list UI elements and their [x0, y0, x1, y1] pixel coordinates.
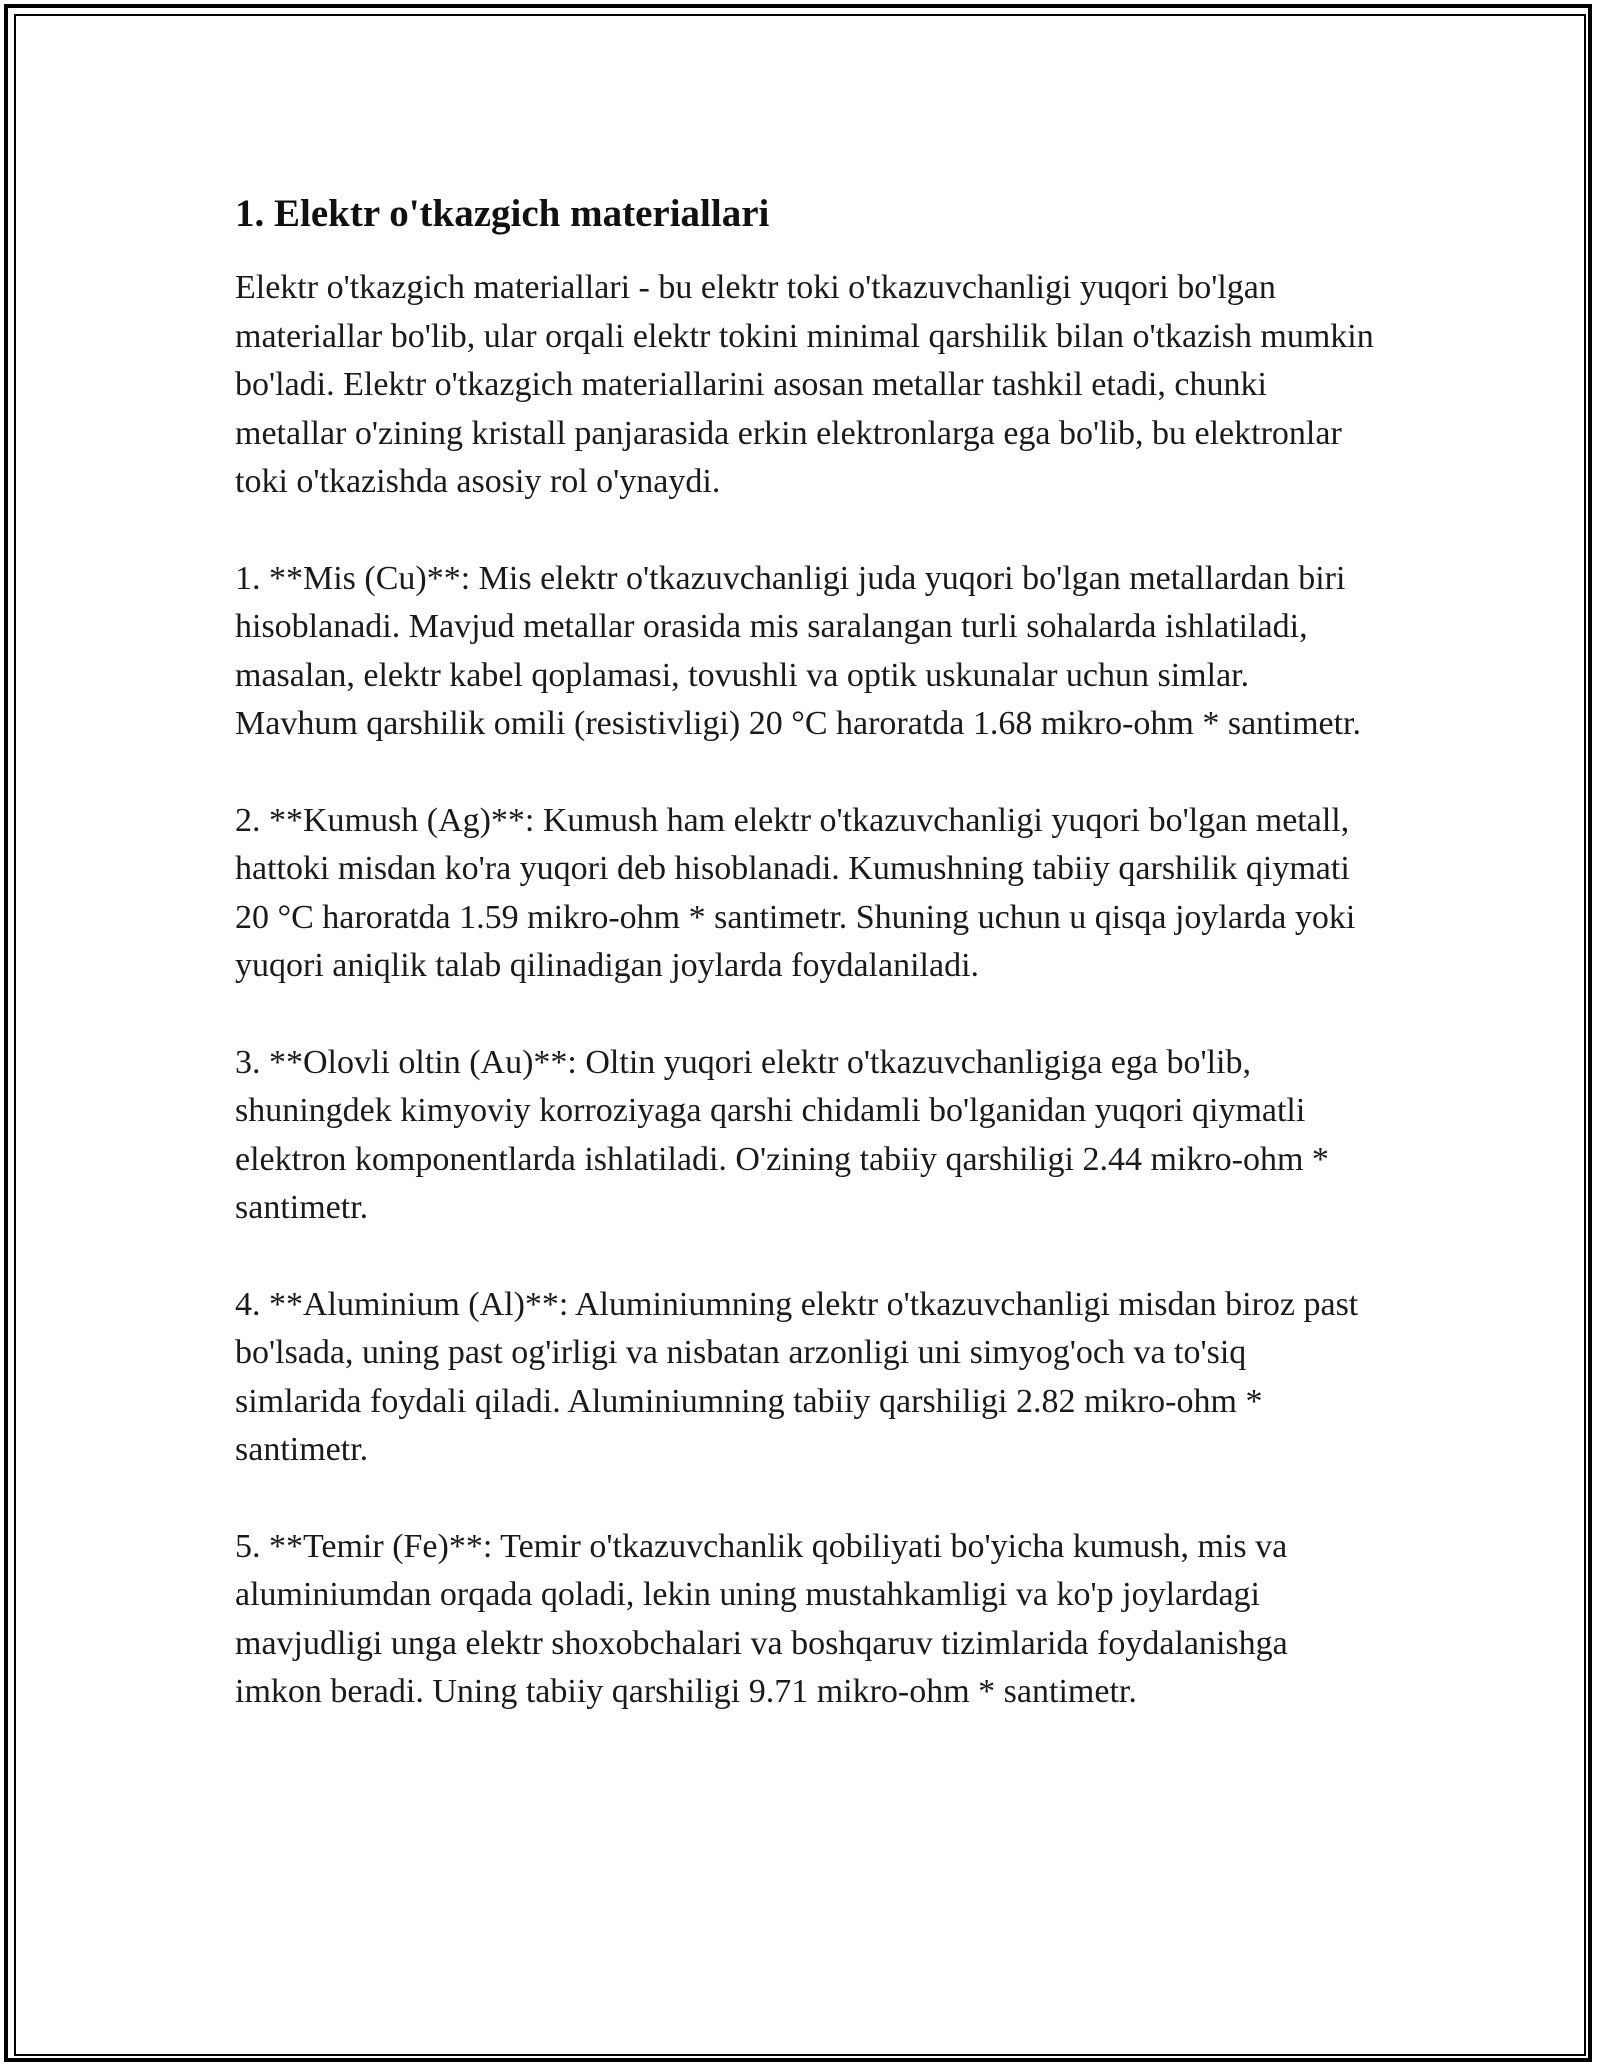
- intro-paragraph: Elektr o'tkazgich materiallari - bu elektr toki o'tkazuvchanligi yuqori bo'lgan materiallar bo'lib, ular orqali elektr tokini minimal qarshilik bilan o'tkazish mumkin bo'ladi. Elektr o'tkazgich materiallarini asosan metallar tashkil etadi, chunki metallar o'zining kristall panjarasida erkin elektronlarga ega bo'lib, bu elektronlar toki o'tkazishda asosiy rol o'ynaydi.: [235, 269, 1374, 500]
- list-item-gold: 3. **Olovli oltin (Au)**: Oltin yuqori elektr o'tkazuvchanligiga ega bo'lib, shuningdek kimyoviy korroziyaga qarshi chidamli bo'lganidan yuqori qiymatli elektron komponentlarda ishlatiladi. O'zining tabiiy qarshiligi 2.44 mikro-ohm * santimetr.: [235, 1043, 1329, 1226]
- list-item-copper: 1. **Mis (Cu)**: Mis elektr o'tkazuvchanligi juda yuqori bo'lgan metallardan biri hisoblanadi. Mavjud metallar orasida mis saralangan turli sohalarda ishlatiladi, masalan, elektr kabel qoplamasi, tovushli va optik uskunalar uchun simlar. Mavhum qarshilik omili (resistivligi) 20 °C haroratda 1.68 mikro-ohm * santimetr.: [235, 559, 1362, 742]
- list-item-aluminium: 4. **Aluminium (Al)**: Aluminiumning elektr o'tkazuvchanligi misdan biroz past bo'lsada, uning past og'irligi va nisbatan arzonligi uni simyog'och va to'siq simlarida foydali qiladi. Aluminiumning tabiiy qarshiligi 2.82 mikro-ohm * santimetr.: [235, 1285, 1359, 1468]
- list-item-iron: 5. **Temir (Fe)**: Temir o'tkazuvchanlik qobiliyati bo'yicha kumush, mis va aluminiumdan orqada qoladi, lekin uning mustahkamligi va ko'p joylardagi mavjudligi unga elektr shoxobchalari va boshqaruv tizimlarida foydalanishga imkon beradi. Uning tabiiy qarshiligi 9.71 mikro-ohm * santimetr.: [235, 1527, 1288, 1710]
- section-title: 1. Elektr o'tkazgich materiallari: [235, 192, 770, 235]
- document-body: [235, 188, 1375, 1765]
- list-item-silver: 2. **Kumush (Ag)**: Kumush ham elektr o'tkazuvchanligi yuqori bo'lgan metall, hattoki misdan ko'ra yuqori deb hisoblanadi. Kumushning tabiiy qarshilik qiymati 20 °C haroratda 1.59 mikro-ohm * santimetr. Shuning uchun u qisqa joylarda yoki yuqori aniqlik talab qilinadigan joylarda foydalaniladi.: [235, 801, 1356, 984]
